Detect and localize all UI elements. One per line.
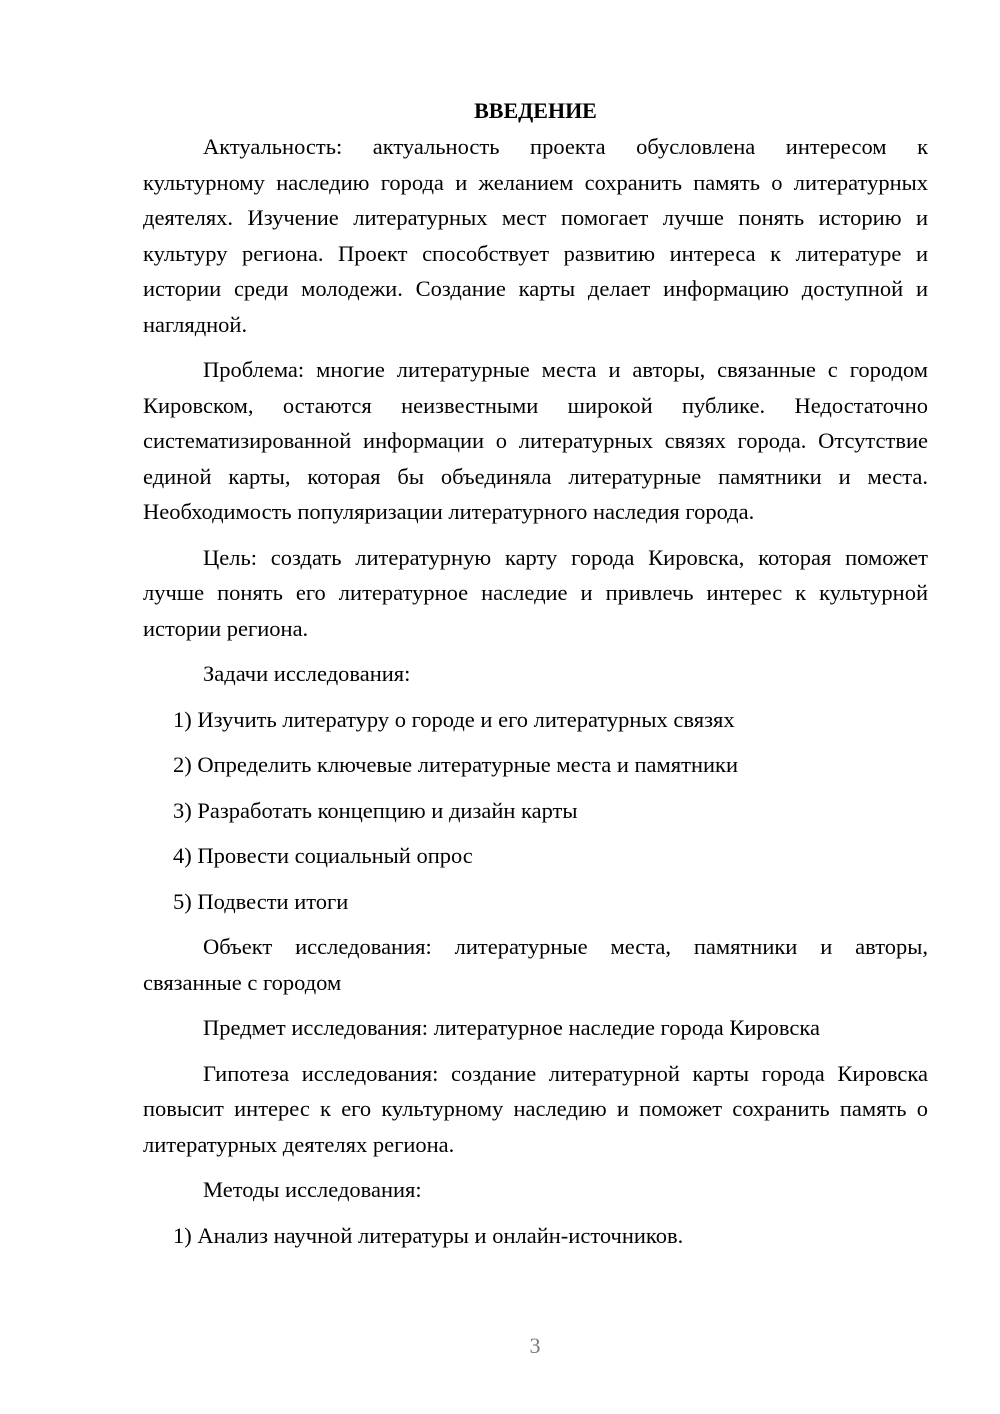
tasks-heading: Задачи исследования: [203, 661, 411, 686]
page-number: 3 [529, 1333, 541, 1358]
relevance-paragraph: Актуальность: актуальность проекта обусловлена интересом к культурному наследию города и желанием сохранить память о литературных деятелях. Изучение литературных мест помогает лучше понять историю и культуру региона. Проект способствует развитию интереса к литературе и истории среди молодежи. Создание карты делает информацию доступной и наглядной. [143, 134, 928, 337]
problem-paragraph: Проблема: многие литературные места и авторы, связанные с городом Кировском, остаются неизвестными широкой публике. Недостаточно систематизированной информации о литературных связях города. Отсутствие единой карты, которая бы объединяла литературные памятники и места. Необходимость популяризации литературного наследия города. [143, 357, 928, 524]
task-item: 1) Изучить литературу о городе и его литературных связях [173, 706, 735, 732]
section-title: ВВЕДЕНИЕ [474, 98, 597, 123]
page-content [143, 93, 928, 1263]
methods-heading: Методы исследования: [203, 1177, 422, 1202]
goal-paragraph: Цель: создать литературную карту города Кировска, которая поможет лучше понять его литературное наследие и привлечь интерес к культурной истории региона. [143, 544, 928, 641]
method-item: 1) Анализ научной литературы и онлайн-источников. [173, 1222, 684, 1248]
subject-paragraph: Предмет исследования: литературное наследие города Кировска [203, 1015, 820, 1040]
task-item: 2) Определить ключевые литературные места и памятники [173, 752, 738, 777]
object-paragraph: Объект исследования: литературные места, памятники и авторы, связанные с городом [143, 934, 928, 995]
tasks-list [143, 702, 928, 920]
methods-list [143, 1218, 928, 1254]
hypothesis-paragraph: Гипотеза исследования: создание литературной карты города Кировска повысит интерес к его культурному наследию и поможет сохранить память о литературных деятелях региона. [143, 1060, 928, 1157]
task-item: 4) Провести социальный опрос [173, 843, 473, 868]
task-item: 3) Разработать концепцию и дизайн карты [173, 797, 578, 823]
task-item: 5) Подвести итоги [173, 888, 349, 914]
